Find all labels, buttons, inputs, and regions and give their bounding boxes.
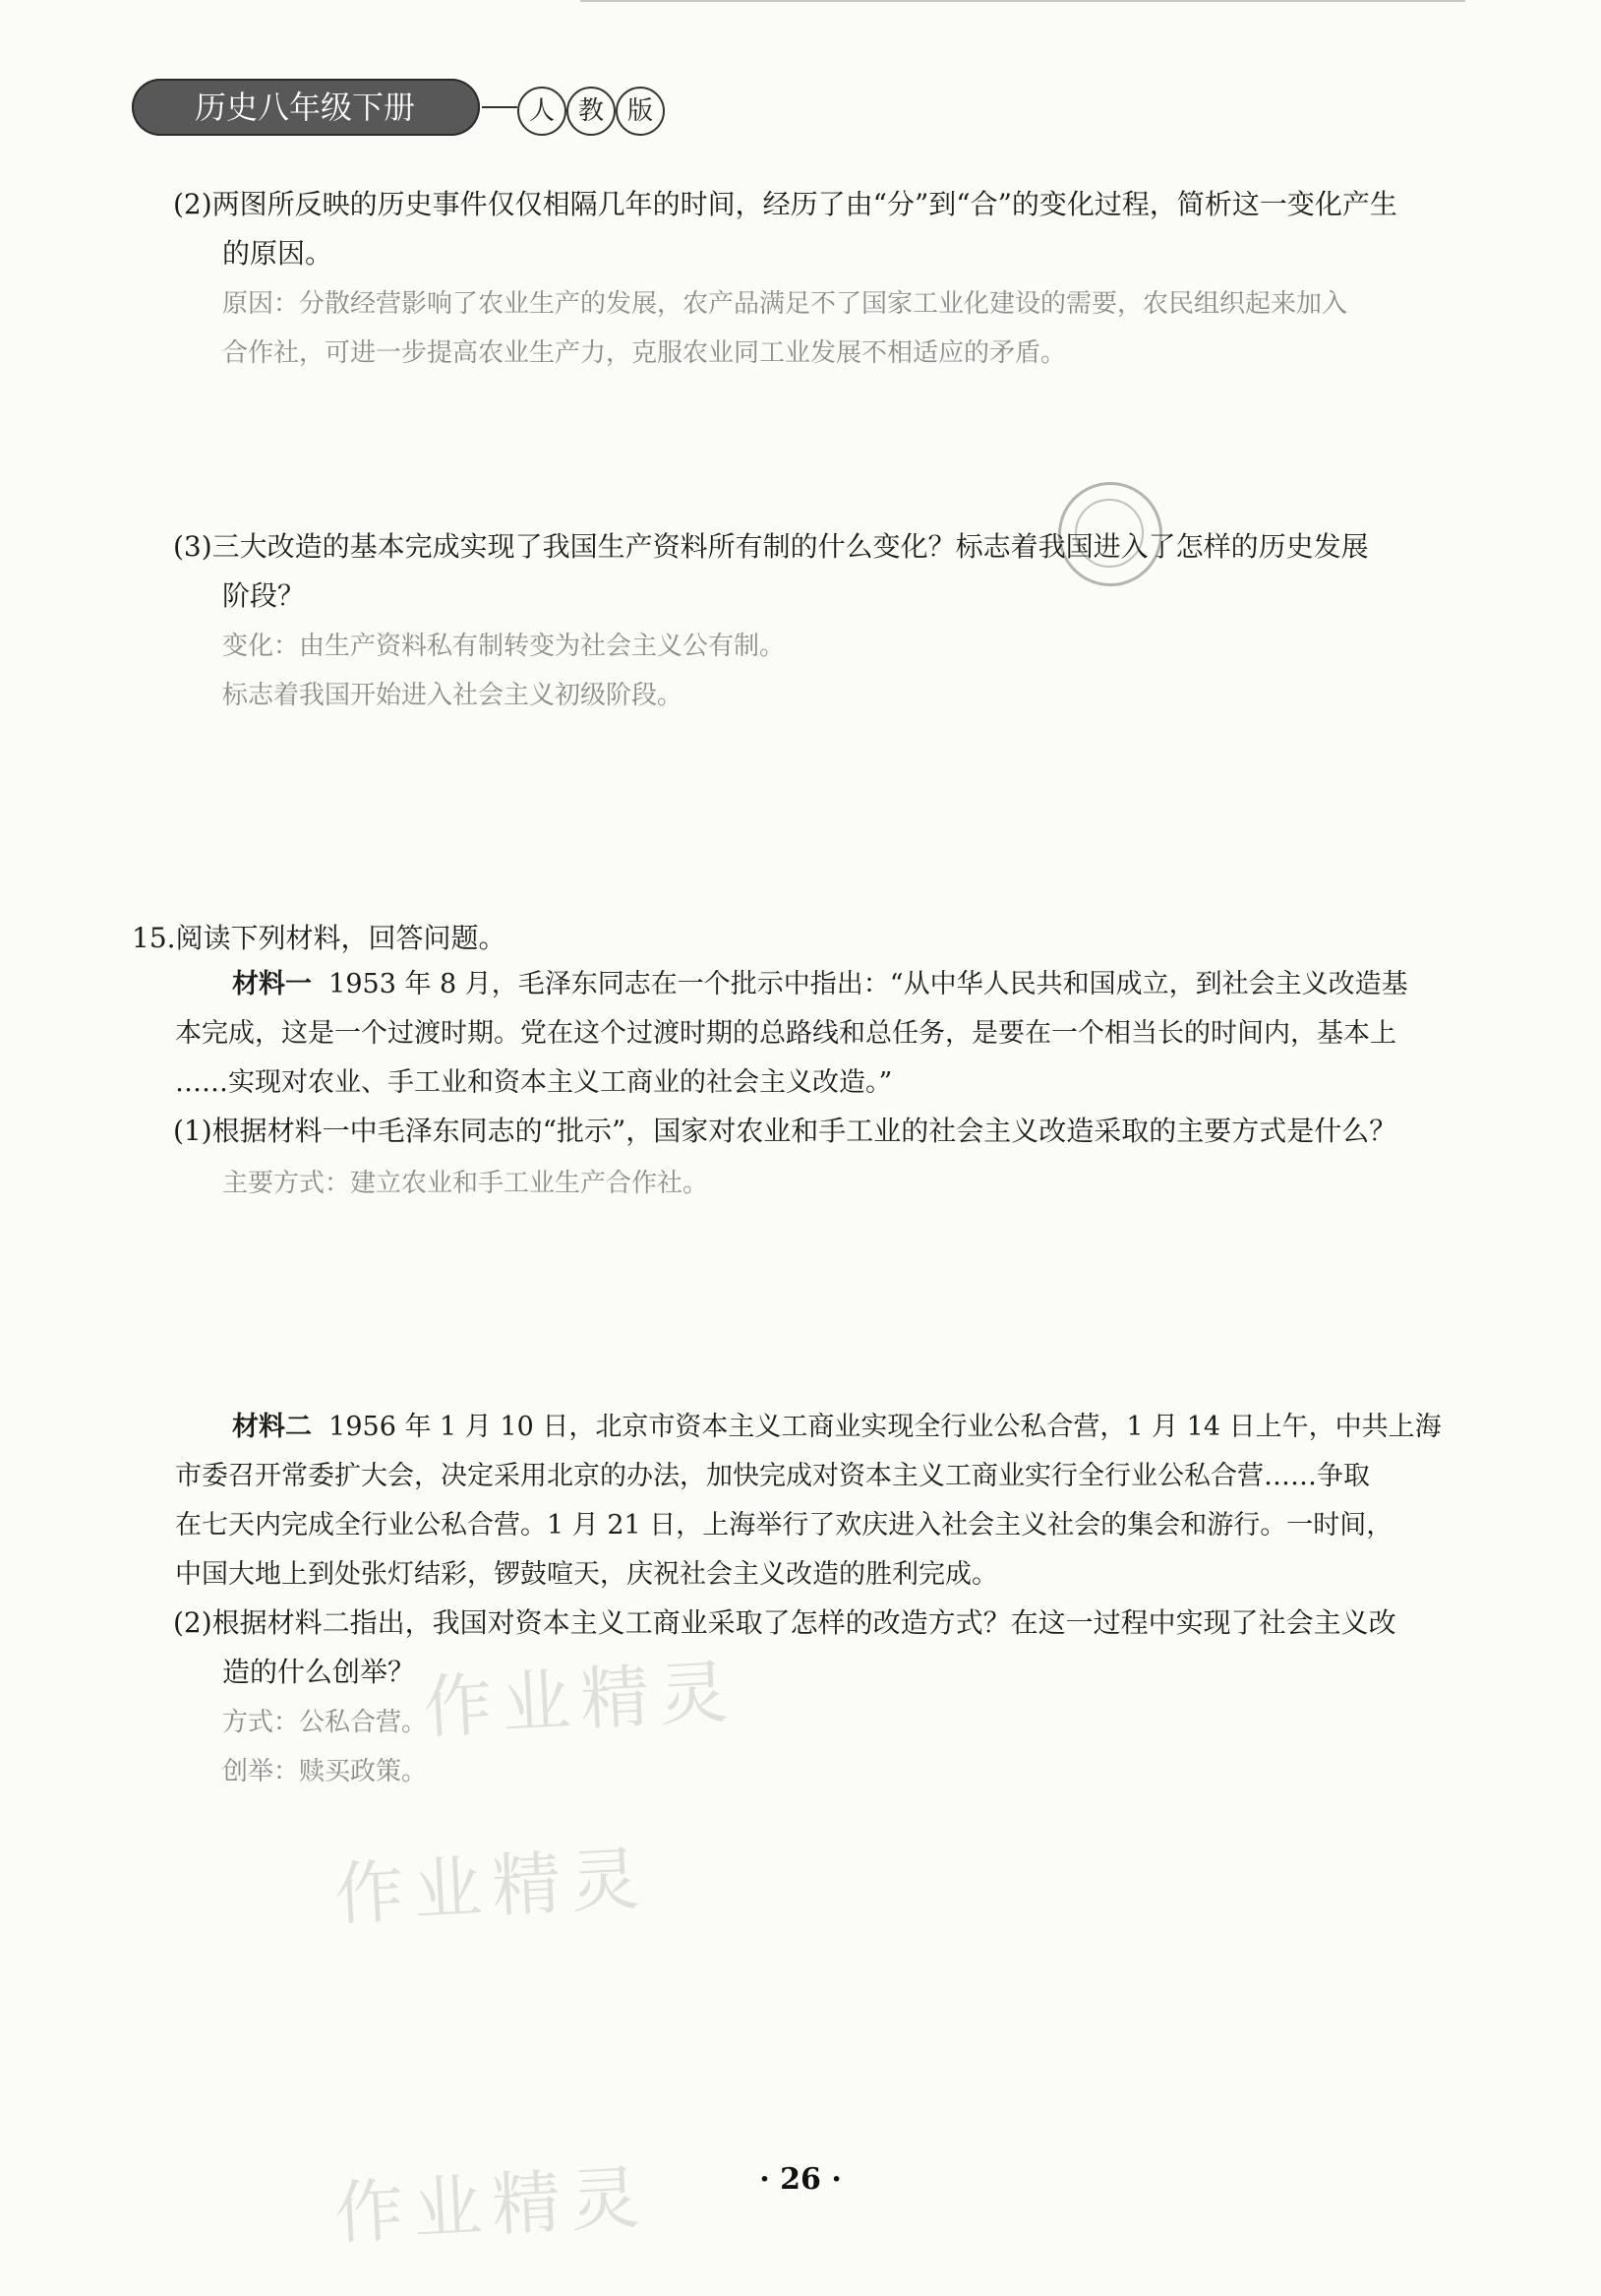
q15-stem: 15.阅读下列材料，回答问题。	[132, 922, 506, 954]
sub1-question: (1)根据材料一中毛泽东同志的“批示”，国家对农业和手工业的社会主义改造采取的主要方式是什么？	[173, 1115, 1397, 1147]
q2-question-line2: 的原因。	[222, 237, 333, 270]
q3-question-line1: (3)三大改造的基本完成实现了我国生产资料所有制的什么变化？标志着我国进入了怎样的历史发展	[173, 530, 1369, 563]
sub2-question-line2: 造的什么创举？	[222, 1656, 416, 1688]
q3-answer-line2: 标志着我国开始进入社会主义初级阶段。	[222, 681, 683, 710]
watermark-text: 作业精灵	[421, 1651, 741, 1749]
edition-char-3: 版	[616, 87, 665, 136]
sub2-answer-line1: 方式：公私合营。	[222, 1708, 428, 1737]
material1-line1	[232, 960, 1461, 1009]
material1-label: 材料一	[232, 969, 312, 999]
q3-answer-line1: 变化：由生产资料私有制转变为社会主义公有制。	[222, 632, 786, 661]
material2-line4: 中国大地上到处张灯结彩，锣鼓喧天，庆祝社会主义改造的胜利完成。	[175, 1559, 998, 1590]
q2-answer-line2: 合作社，可进一步提高农业生产力，克服农业同工业发展不相适应的矛盾。	[222, 338, 1067, 368]
material2-line2: 市委召开常委扩大会，决定采用北京的办法，加快完成对资本主义工商业实行全行业公私合营……争取	[175, 1461, 1370, 1491]
q3-question-line2: 阶段？	[222, 579, 306, 612]
sub2-question-line1: (2)根据材料二指出，我国对资本主义工商业采取了怎样的改造方式？在这一过程中实现了社会主义改	[173, 1606, 1396, 1639]
edition-char-2: 教	[566, 87, 616, 136]
material1-line3: ……实现对农业、手工业和资本主义工商业的社会主义改造。”	[175, 1067, 893, 1098]
material1-line2: 本完成，这是一个过渡时期。党在这个过渡时期的总路线和总任务，是要在一个相当长的时间内，基本上	[175, 1018, 1396, 1049]
watermark-text: 作业精灵	[332, 1838, 652, 1936]
sub1-answer: 主要方式：建立农业和手工业生产合作社。	[222, 1169, 709, 1198]
scan-edge-line	[580, 0, 1465, 2]
material2-line3: 在七天内完成全行业公私合营。1 月 21 日，上海举行了欢庆进入社会主义社会的集会和游行。一时间，	[175, 1510, 1393, 1541]
watermark-text: 作业精灵	[332, 2156, 652, 2255]
material2-line1	[232, 1403, 1461, 1452]
book-title: 历史八年级下册	[194, 89, 415, 126]
material1-text1: 1953 年 8 月，毛泽东同志在一个批示中指出：“从中华人民共和国成立，到社会主义改造基	[328, 969, 1408, 999]
q2-answer-line1: 原因：分散经营影响了农业生产的发展，农产品满足不了国家工业化建设的需要，农民组织起来加入	[222, 289, 1348, 319]
edition-char-1: 人	[517, 87, 566, 136]
material2-label: 材料二	[232, 1412, 312, 1442]
page-number: · 26 ·	[759, 2162, 842, 2197]
sub2-answer-line2: 创举：赎买政策。	[222, 1757, 428, 1786]
material2-text1: 1956 年 1 月 10 日，北京市资本主义工商业实现全行业公私合营，1 月 14 日上午，中共上海	[328, 1412, 1442, 1442]
header-connector	[482, 106, 517, 108]
q2-question-line1: (2)两图所反映的历史事件仅仅相隔几年的时间，经历了由“分”到“合”的变化过程，简析这一变化产生	[173, 188, 1397, 220]
